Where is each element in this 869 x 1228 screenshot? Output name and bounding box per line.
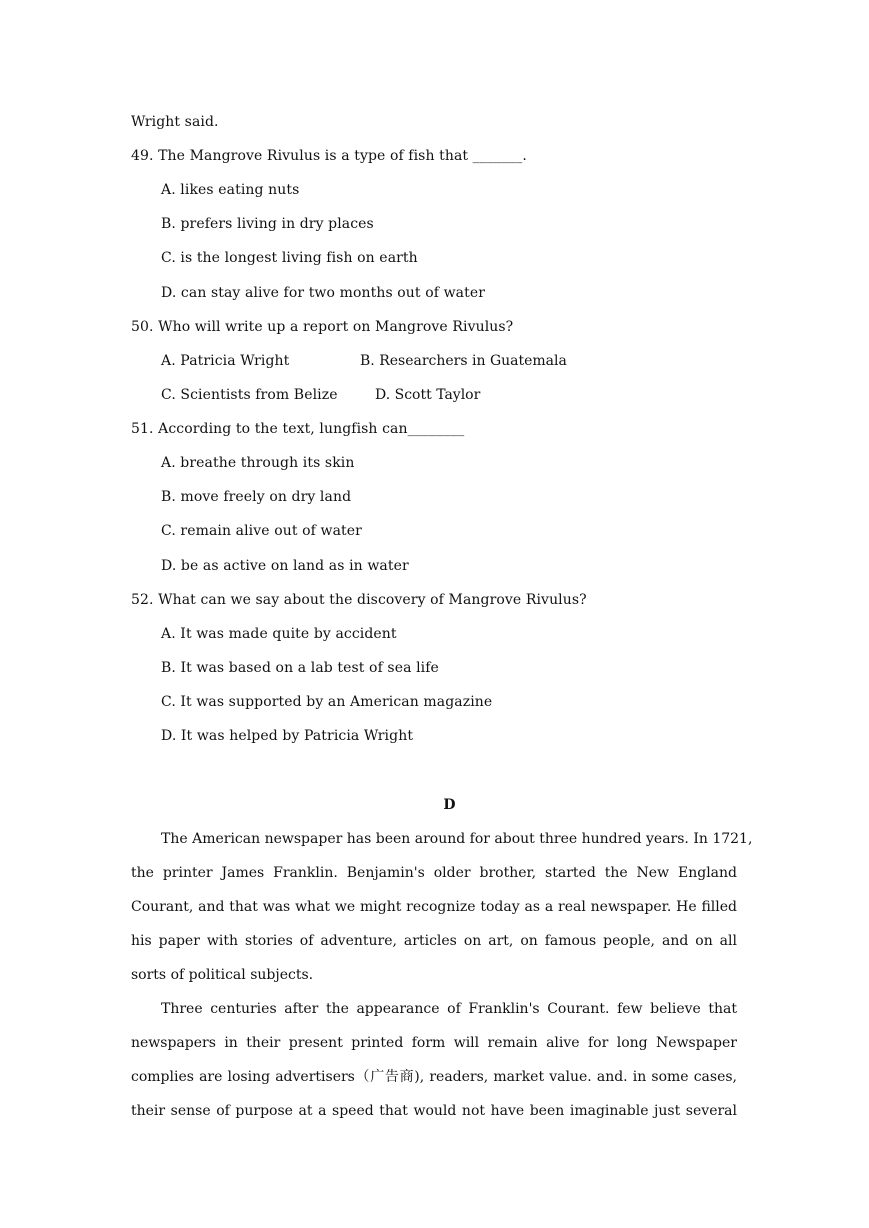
question-50-option-b: B. Researchers in Guatemala	[360, 353, 567, 369]
question-51-stem: 51. According to the text, lungfish can________	[131, 421, 465, 437]
question-52-option-a: A. It was made quite by accident	[161, 626, 397, 642]
paragraph-1-line-3: Courant, and that was what we might recognize today as a real newspaper. He filled	[131, 899, 737, 915]
paragraph-2-line-3: complies are losing advertisers（广告商), readers, market value. and. in some cases,	[131, 1069, 737, 1085]
paragraph-1-line-2: the printer James Franklin. Benjamin's older brother, started the New England	[131, 865, 737, 881]
question-51-option-a: A. breathe through its skin	[161, 455, 355, 471]
question-49-option-d: D. can stay alive for two months out of water	[161, 285, 485, 301]
question-52-option-d: D. It was helped by Patricia Wright	[161, 728, 414, 744]
question-52-option-b: B. It was based on a lab test of sea life	[161, 660, 439, 676]
question-50-option-c: C. Scientists from Belize	[161, 387, 338, 403]
paragraph-2-line-1: Three centuries after the appearance of Franklin's Courant. few believe that	[161, 1001, 737, 1017]
question-51-option-d: D. be as active on land as in water	[161, 558, 409, 574]
section-heading: D	[443, 797, 456, 813]
question-49-stem: 49. The Mangrove Rivulus is a type of fish that _______.	[131, 148, 527, 164]
intro-tail: Wright said.	[131, 114, 219, 130]
question-49-option-a: A. likes eating nuts	[161, 182, 300, 198]
question-50-stem: 50. Who will write up a report on Mangrove Rivulus?	[131, 319, 514, 335]
question-50-option-a: A. Patricia Wright	[161, 353, 290, 369]
question-52-stem: 52. What can we say about the discovery of Mangrove Rivulus?	[131, 592, 587, 608]
paragraph-2-line-4: their sense of purpose at a speed that would not have been imaginable just several	[131, 1103, 737, 1119]
question-51-option-c: C. remain alive out of water	[161, 523, 362, 539]
question-49-option-b: B. prefers living in dry places	[161, 216, 374, 232]
paragraph-1-line-4: his paper with stories of adventure, articles on art, on famous people, and on all	[131, 933, 737, 949]
paragraph-1-line-1: The American newspaper has been around for about three hundred years. In 1721,	[161, 831, 753, 847]
question-49-option-c: C. is the longest living fish on earth	[161, 250, 418, 266]
question-52-option-c: C. It was supported by an American magazine	[161, 694, 493, 710]
question-50-option-d: D. Scott Taylor	[375, 387, 481, 403]
question-51-option-b: B. move freely on dry land	[161, 489, 352, 505]
paragraph-2-line-2: newspapers in their present printed form will remain alive for long Newspaper	[131, 1035, 737, 1051]
paragraph-1-line-5: sorts of political subjects.	[131, 967, 314, 983]
